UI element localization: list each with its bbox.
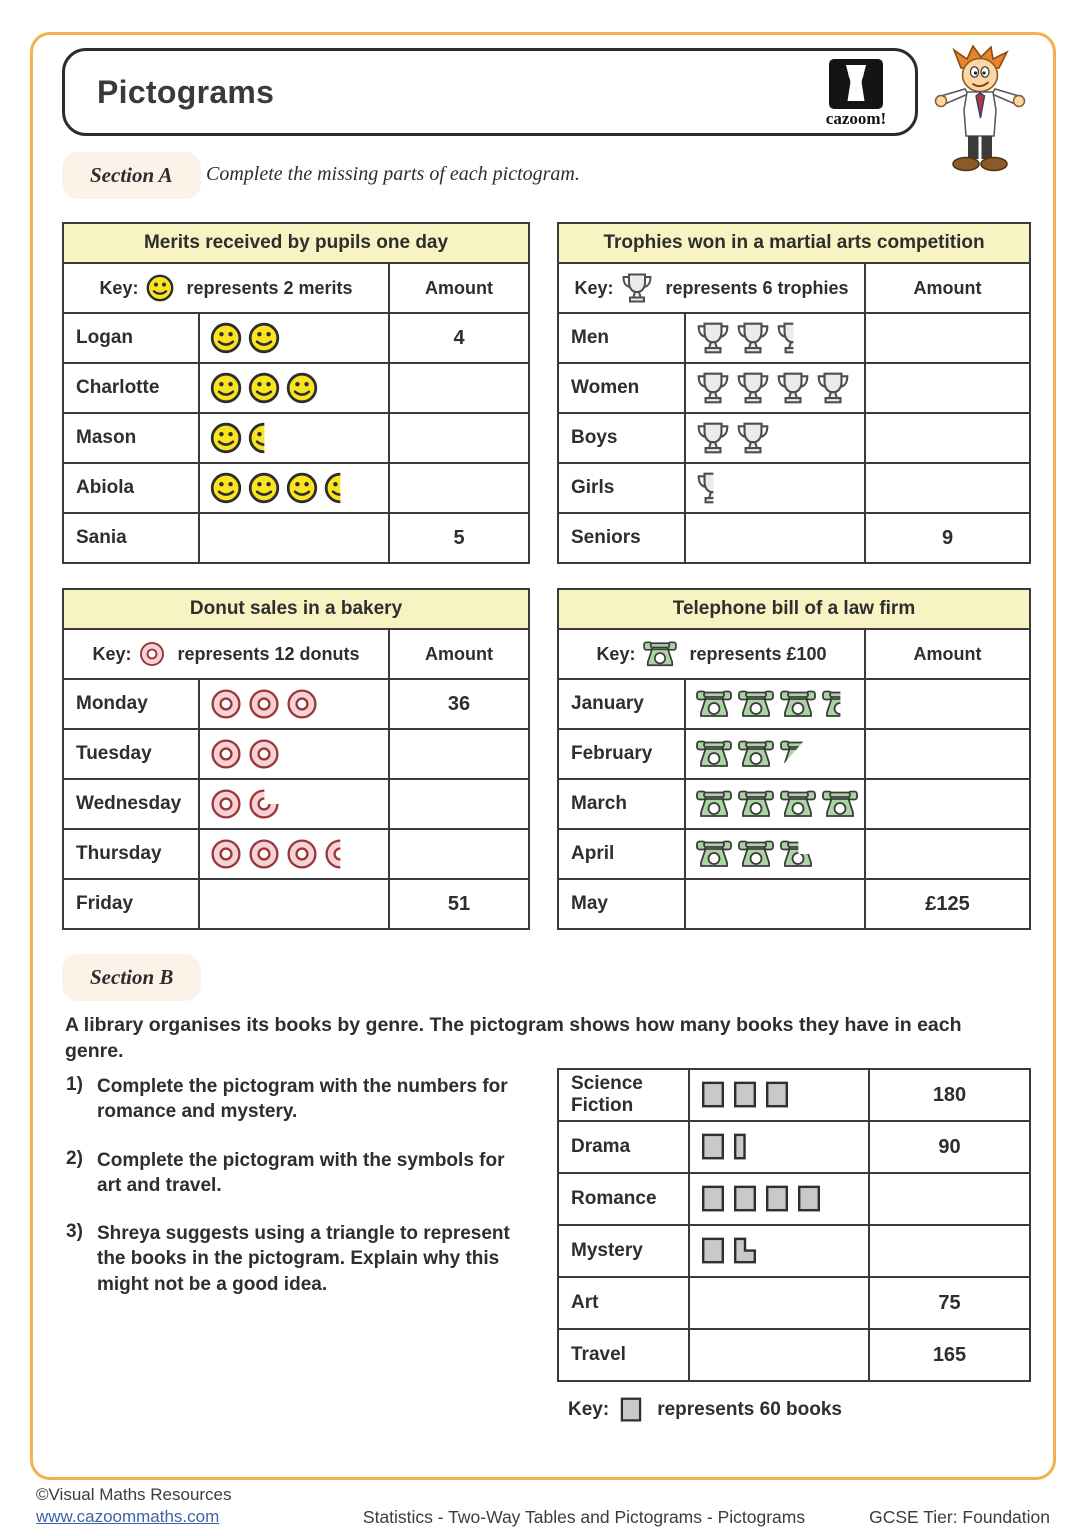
amount-header: Amount xyxy=(389,263,529,313)
table-row xyxy=(558,463,1030,513)
amount-blank xyxy=(389,413,529,463)
amount-blank xyxy=(865,363,1030,413)
amount-blank xyxy=(869,1173,1030,1225)
row-label: Seniors xyxy=(558,513,685,563)
smiley-icon xyxy=(209,321,243,355)
amount-value: 36 xyxy=(389,679,529,729)
row-label: Abiola xyxy=(63,463,199,513)
donut-icon xyxy=(138,640,166,668)
question-text: Shreya suggests using a triangle to represent the books in the pictogram. Explain why this might not be a good idea. xyxy=(97,1223,510,1295)
merits-pictogram-table xyxy=(62,222,530,564)
row-label: Boys xyxy=(558,413,685,463)
table-row xyxy=(558,829,1030,879)
table-row xyxy=(63,463,529,513)
amount-blank xyxy=(865,779,1030,829)
pictogram-cell xyxy=(199,829,389,879)
pictogram-cell xyxy=(199,779,389,829)
cazoom-logo xyxy=(813,59,899,129)
table-title: Merits received by pupils one day xyxy=(63,223,529,263)
table-row xyxy=(558,1069,1030,1121)
trophy-icon xyxy=(695,320,731,356)
table-key-cell xyxy=(558,629,865,679)
smiley-icon xyxy=(145,273,175,303)
table-row xyxy=(558,1225,1030,1277)
smiley-icon xyxy=(247,371,281,405)
row-label: April xyxy=(558,829,685,879)
key-text: represents 12 donuts xyxy=(177,643,360,664)
donut-icon xyxy=(285,687,319,721)
pictogram-cell xyxy=(689,1121,869,1173)
row-label: Travel xyxy=(558,1329,689,1381)
table-row xyxy=(63,779,529,829)
trophy-icon-partial xyxy=(695,470,731,506)
key-label: Key: xyxy=(92,643,132,664)
footer-topic: Statistics - Two-Way Tables and Pictograms - Pictograms xyxy=(362,1507,806,1528)
section-a-label: Section A xyxy=(62,152,201,199)
donut-icon xyxy=(209,787,243,821)
trophy-icon xyxy=(695,420,731,456)
smiley-icon xyxy=(247,321,281,355)
smiley-icon xyxy=(209,421,243,455)
pictogram-cell xyxy=(199,513,389,563)
pictogram-cell xyxy=(685,729,865,779)
table-row xyxy=(63,879,529,929)
pictogram-cell xyxy=(689,1329,869,1381)
phone-icon xyxy=(821,788,859,820)
phone-icon-partial xyxy=(779,738,817,770)
key-label: Key: xyxy=(574,277,614,298)
question-number: 2) xyxy=(66,1147,83,1169)
footer-tier: GCSE Tier: Foundation xyxy=(869,1507,1050,1528)
donut-icon xyxy=(247,837,281,871)
trophy-icon xyxy=(775,370,811,406)
pictogram-cell xyxy=(685,413,865,463)
table-row xyxy=(63,413,529,463)
book-icon xyxy=(731,1080,759,1110)
website-link[interactable]: www.cazoommaths.com xyxy=(36,1507,220,1527)
pictogram-cell xyxy=(199,363,389,413)
pictogram-cell xyxy=(199,413,389,463)
donut-icon xyxy=(209,737,243,771)
table-row xyxy=(63,829,529,879)
pictogram-cell xyxy=(685,829,865,879)
row-label: Logan xyxy=(63,313,199,363)
trophy-icon xyxy=(620,271,654,305)
smiley-icon-partial xyxy=(247,421,281,455)
phones-table-container xyxy=(557,588,1031,930)
book-icon xyxy=(699,1132,727,1162)
table-row xyxy=(558,313,1030,363)
trophies-table-container xyxy=(557,222,1031,564)
amount-blank xyxy=(389,463,529,513)
book-icon xyxy=(731,1184,759,1214)
books-key-label: Key: xyxy=(568,1399,610,1420)
amount-blank xyxy=(389,779,529,829)
amount-blank xyxy=(389,363,529,413)
table-row xyxy=(558,1329,1030,1381)
table-title: Telephone bill of a law firm xyxy=(558,589,1030,629)
question-text: Complete the pictogram with the symbols for art and travel. xyxy=(97,1149,505,1196)
phone-icon xyxy=(737,738,775,770)
pictogram-cell xyxy=(199,879,389,929)
table-row xyxy=(558,729,1030,779)
amount-blank xyxy=(869,1225,1030,1277)
table-row xyxy=(558,779,1030,829)
trophy-icon-partial xyxy=(775,320,811,356)
trophy-icon xyxy=(735,320,771,356)
pictogram-cell xyxy=(685,363,865,413)
copyright-text: ©Visual Maths Resources xyxy=(36,1485,232,1504)
amount-value: 75 xyxy=(869,1277,1030,1329)
smiley-icon xyxy=(209,471,243,505)
table-row xyxy=(558,1277,1030,1329)
section-b-label: Section B xyxy=(62,954,201,1001)
amount-blank xyxy=(865,413,1030,463)
key-text: represents 6 trophies xyxy=(665,277,849,298)
phone-icon xyxy=(737,788,775,820)
amount-value: 51 xyxy=(389,879,529,929)
amount-header: Amount xyxy=(865,629,1030,679)
pictogram-cell xyxy=(689,1173,869,1225)
section-a-instruction: Complete the missing parts of each pictogram. xyxy=(206,163,580,185)
question-1 xyxy=(66,1074,511,1125)
phone-icon-partial xyxy=(821,688,859,720)
row-label: Girls xyxy=(558,463,685,513)
phone-icon xyxy=(737,838,775,870)
row-label: March xyxy=(558,779,685,829)
donuts-pictogram-table xyxy=(62,588,530,930)
pictogram-cell xyxy=(685,679,865,729)
table-key-cell xyxy=(558,263,865,313)
trophy-icon xyxy=(735,370,771,406)
question-2 xyxy=(66,1148,511,1199)
phones-pictogram-table xyxy=(557,588,1031,930)
page-title: Pictograms xyxy=(97,73,275,110)
amount-blank xyxy=(389,829,529,879)
trophies-pictogram-table xyxy=(557,222,1031,564)
amount-blank xyxy=(865,313,1030,363)
pictogram-cell xyxy=(199,729,389,779)
row-label: Friday xyxy=(63,879,199,929)
donut-icon xyxy=(209,837,243,871)
table-row xyxy=(63,679,529,729)
book-icon-partial xyxy=(731,1132,759,1162)
pictogram-cell xyxy=(685,779,865,829)
books-table-container xyxy=(557,1068,1031,1382)
header xyxy=(62,48,918,136)
amount-header: Amount xyxy=(865,263,1030,313)
pictogram-cell xyxy=(685,879,865,929)
key-text: represents 2 merits xyxy=(186,277,353,298)
donut-icon xyxy=(247,737,281,771)
key-text: represents £100 xyxy=(689,643,827,664)
table-row xyxy=(63,313,529,363)
row-label: Romance xyxy=(558,1173,689,1225)
pictogram-cell xyxy=(689,1225,869,1277)
row-label: Art xyxy=(558,1277,689,1329)
amount-value: 4 xyxy=(389,313,529,363)
row-label: Wednesday xyxy=(63,779,199,829)
question-number: 1) xyxy=(66,1074,83,1095)
row-label: Mystery xyxy=(558,1225,689,1277)
pictogram-cell xyxy=(689,1277,869,1329)
row-label: Charlotte xyxy=(63,363,199,413)
phone-icon-partial xyxy=(779,838,817,870)
book-icon xyxy=(699,1080,727,1110)
row-label: February xyxy=(558,729,685,779)
trophy-icon xyxy=(815,370,851,406)
phone-icon xyxy=(642,639,678,669)
smiley-icon xyxy=(209,371,243,405)
amount-value: 165 xyxy=(869,1329,1030,1381)
merits-table-container xyxy=(62,222,530,564)
section-b-intro: A library organises its books by genre. The pictogram shows how many books they have in each genre. xyxy=(65,1014,962,1063)
row-label: January xyxy=(558,679,685,729)
table-row xyxy=(558,513,1030,563)
trophy-icon xyxy=(735,420,771,456)
logo-text: cazoom! xyxy=(825,109,887,128)
amount-blank xyxy=(865,729,1030,779)
table-title: Donut sales in a bakery xyxy=(63,589,529,629)
table-row xyxy=(558,679,1030,729)
row-label: Drama xyxy=(558,1121,689,1173)
donut-icon xyxy=(209,687,243,721)
row-label: Science Fiction xyxy=(558,1069,689,1121)
table-row xyxy=(558,413,1030,463)
question-3 xyxy=(66,1221,511,1297)
amount-header: Amount xyxy=(389,629,529,679)
amount-value: 90 xyxy=(869,1121,1030,1173)
books-pictogram-table xyxy=(557,1068,1031,1382)
mascot-character xyxy=(928,44,1032,185)
book-icon xyxy=(795,1184,823,1214)
book-icon-partial xyxy=(731,1236,759,1266)
amount-blank xyxy=(865,829,1030,879)
row-label: Mason xyxy=(63,413,199,463)
row-label: Monday xyxy=(63,679,199,729)
question-text: Complete the pictogram with the numbers for romance and mystery. xyxy=(97,1076,508,1123)
amount-blank xyxy=(865,679,1030,729)
amount-value: 9 xyxy=(865,513,1030,563)
donut-icon-partial xyxy=(247,787,281,821)
trophy-icon xyxy=(695,370,731,406)
donut-icon xyxy=(247,687,281,721)
phone-icon xyxy=(779,688,817,720)
phone-icon xyxy=(737,688,775,720)
phone-icon xyxy=(695,838,733,870)
table-row xyxy=(558,363,1030,413)
row-label: Thursday xyxy=(63,829,199,879)
amount-value: 5 xyxy=(389,513,529,563)
key-label: Key: xyxy=(596,643,636,664)
pictogram-cell xyxy=(685,313,865,363)
phone-icon xyxy=(695,688,733,720)
smiley-icon xyxy=(285,371,319,405)
amount-blank xyxy=(865,463,1030,513)
amount-blank xyxy=(389,729,529,779)
table-row xyxy=(558,1121,1030,1173)
smiley-icon xyxy=(247,471,281,505)
books-key-text: represents 60 books xyxy=(657,1399,842,1420)
table-row xyxy=(63,729,529,779)
donuts-table-container xyxy=(62,588,530,930)
row-label: May xyxy=(558,879,685,929)
smiley-icon xyxy=(285,471,319,505)
glass-icon xyxy=(829,59,883,109)
pictogram-cell xyxy=(685,463,865,513)
question-number: 3) xyxy=(66,1221,83,1243)
pictogram-cell xyxy=(199,679,389,729)
book-icon xyxy=(618,1396,644,1424)
table-row xyxy=(63,513,529,563)
amount-value: £125 xyxy=(865,879,1030,929)
book-icon xyxy=(763,1184,791,1214)
footer xyxy=(36,1484,1050,1528)
amount-value: 180 xyxy=(869,1069,1030,1121)
table-title: Trophies won in a martial arts competition xyxy=(558,223,1030,263)
donut-icon xyxy=(285,837,319,871)
question-list xyxy=(66,1074,511,1320)
book-icon xyxy=(699,1236,727,1266)
pictogram-cell xyxy=(689,1069,869,1121)
row-label: Tuesday xyxy=(63,729,199,779)
books-key xyxy=(568,1396,842,1424)
key-label: Key: xyxy=(99,277,139,298)
phone-icon xyxy=(695,738,733,770)
pictogram-cell xyxy=(685,513,865,563)
book-icon xyxy=(699,1184,727,1214)
row-label: Women xyxy=(558,363,685,413)
table-row xyxy=(63,363,529,413)
table-key-cell xyxy=(63,263,389,313)
smiley-icon-partial xyxy=(323,471,357,505)
row-label: Sania xyxy=(63,513,199,563)
pictogram-cell xyxy=(199,463,389,513)
phone-icon xyxy=(695,788,733,820)
pictogram-cell xyxy=(199,313,389,363)
row-label: Men xyxy=(558,313,685,363)
table-row xyxy=(558,1173,1030,1225)
table-row xyxy=(558,879,1030,929)
phone-icon xyxy=(779,788,817,820)
book-icon xyxy=(763,1080,791,1110)
table-key-cell xyxy=(63,629,389,679)
donut-icon-partial xyxy=(323,837,357,871)
